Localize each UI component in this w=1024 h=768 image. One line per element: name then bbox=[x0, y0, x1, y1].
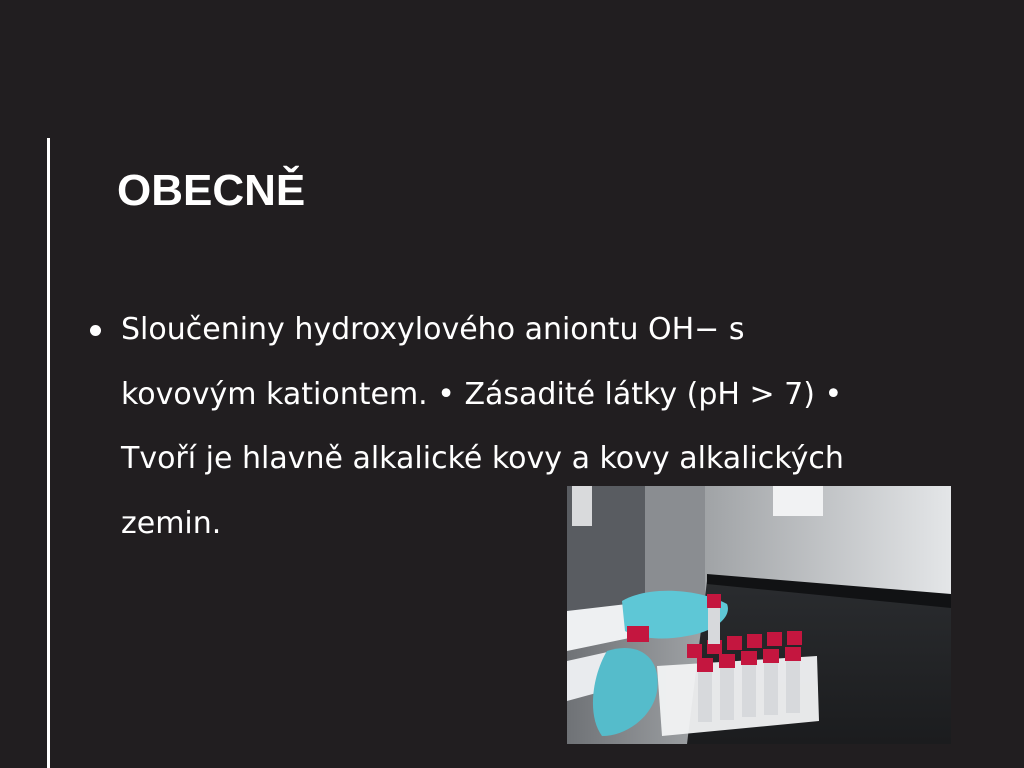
lab-test-tubes-photo-icon bbox=[567, 486, 951, 744]
bullet-text: Sloučeniny hydroxylového aniontu OH− s kovovým kationtem. • Zásadité látky (pH > 7) • Tvoří je hlavně alkalické kovy a kovy alkalických zemin. bbox=[121, 312, 844, 541]
lab-photo bbox=[567, 486, 951, 744]
bullet-dot bbox=[90, 325, 101, 336]
slide-title: OBECNĚ bbox=[117, 166, 306, 215]
accent-line bbox=[47, 138, 50, 768]
